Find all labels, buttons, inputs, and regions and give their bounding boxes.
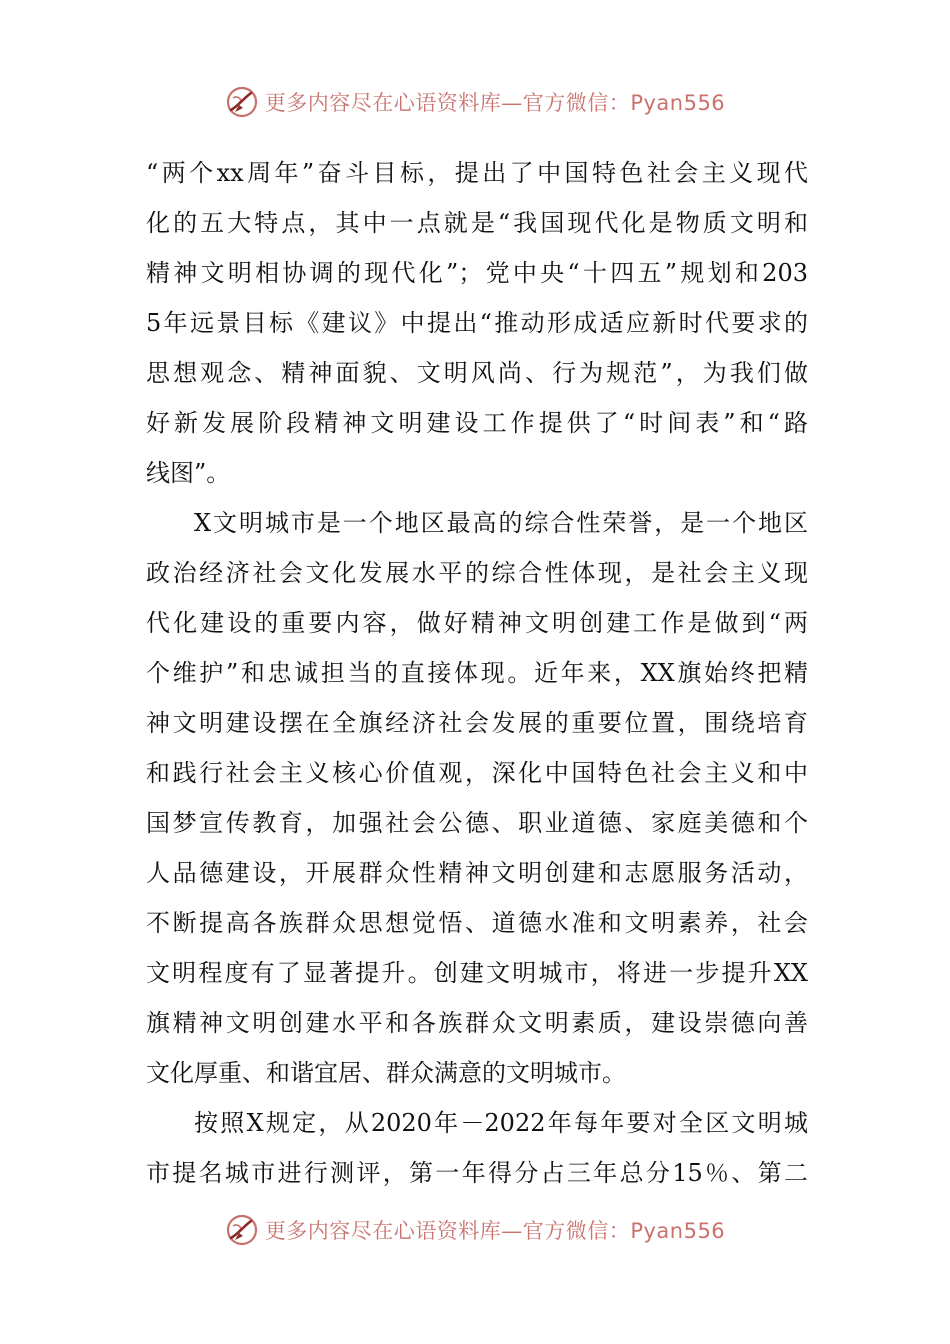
banner-label: 更多内容尽在心语资料库—官方微信： [264,1219,631,1243]
document-body [146,148,808,1198]
text-line: 个维护”和忠诚担当的直接体现。近年来，XX旗始终把精 [146,659,808,687]
text-line: 化的五大特点，其中一点就是“我国现代化是物质文明和 [146,209,808,237]
text-line: 国梦宣传教育，加强社会公德、职业道德、家庭美德和个 [146,809,808,837]
text-line: 文明程度有了显著提升。创建文明城市，将进一步提升XX [146,959,808,987]
text-line: 线图”。 [146,459,231,487]
header-banner [0,82,950,122]
banner-text [265,87,725,117]
text-line: 精神文明相协调的现代化”；党中央“十四五”规划和203 [146,259,808,287]
text-line: 和践行社会主义核心价值观，深化中国特色社会主义和中 [146,759,808,787]
banner-text [265,1215,725,1245]
banner-label: 更多内容尽在心语资料库—官方微信： [264,91,631,115]
text-line: 政治经济社会文化发展水平的综合性体现，是社会主义现 [146,559,808,587]
pen-circle-icon [225,85,259,119]
wechat-id: Pyan556 [630,1219,726,1243]
text-line: 文化厚重、和谐宜居、群众满意的文明城市。 [146,1059,626,1087]
text-line: X文明城市是一个地区最高的综合性荣誉，是一个地区 [194,509,808,537]
footer-banner-inner [225,1213,725,1247]
wechat-id: Pyan556 [630,91,726,115]
text-line: 按照X规定，从2020年－2022年每年要对全区文明城 [194,1109,808,1137]
footer-banner [0,1210,950,1250]
text-line: 不断提高各族群众思想觉悟、道德水准和文明素养，社会 [146,909,808,937]
text-line: 思想观念、精神面貌、文明风尚、行为规范”，为我们做 [146,359,808,387]
header-banner-inner [225,85,725,119]
text-line: “两个xx周年”奋斗目标，提出了中国特色社会主义现代 [146,159,808,187]
text-line: 旗精神文明创建水平和各族群众文明素质，建设崇德向善 [146,1009,808,1037]
text-line: 人品德建设，开展群众性精神文明创建和志愿服务活动， [146,859,808,887]
text-line: 好新发展阶段精神文明建设工作提供了“时间表”和“路 [146,409,808,437]
text-line: 代化建设的重要内容，做好精神文明创建工作是做到“两 [146,609,808,637]
pen-circle-icon [225,1213,259,1247]
text-line: 市提名城市进行测评，第一年得分占三年总分15％、第二 [146,1159,808,1187]
text-line: 神文明建设摆在全旗经济社会发展的重要位置，围绕培育 [146,709,808,737]
text-line: 5年远景目标《建议》中提出“推动形成适应新时代要求的 [146,309,808,337]
